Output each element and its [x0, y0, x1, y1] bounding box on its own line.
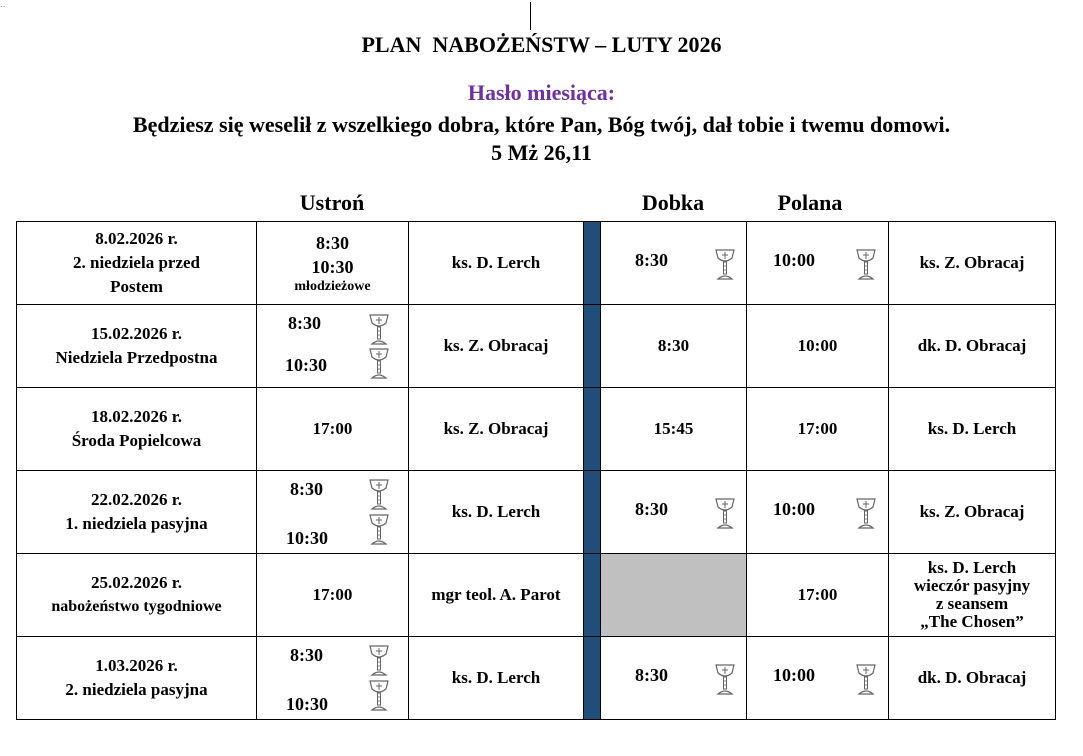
ustron-pastor: ks. D. Lerch: [409, 637, 584, 720]
dobka-time: 8:30: [635, 499, 668, 519]
ustron-pastor: mgr teol. A. Parot: [409, 554, 584, 637]
dobka-cell: [601, 471, 747, 554]
polana-note: wieczór pasyjny: [913, 576, 1031, 595]
column-separator: [584, 554, 601, 637]
polana-pastor: dk. D. Obracaj: [889, 637, 1056, 720]
ustron-time: 8:30: [316, 233, 349, 253]
date-cell: [17, 388, 257, 471]
polana-pastor: ks. Z. Obracaj: [889, 471, 1056, 554]
service-name: 1. niedziela pasyjna: [65, 514, 208, 533]
polana-cell: [747, 637, 889, 720]
motto-text: Będziesz się weselił z wszelkiego dobra, które Pan, Bóg twój, dał tobie i twemu domowi.: [132, 112, 951, 137]
chalice-icon: [368, 346, 390, 380]
ustron-pastor: ks. D. Lerch: [409, 471, 584, 554]
polana-note: z seansem: [935, 594, 1009, 613]
polana-cell: [747, 222, 889, 305]
date-cell: [17, 471, 257, 554]
dobka-time: 8:30: [601, 305, 747, 388]
chalice-icon: [855, 247, 877, 281]
column-header-dobka: Dobka: [641, 190, 705, 215]
chalice-icon: [714, 496, 736, 530]
service-date: 18.02.2026 r.: [91, 407, 182, 426]
ustron-pastor: ks. Z. Obracaj: [409, 388, 584, 471]
polana-pastor: dk. D. Obracaj: [889, 305, 1056, 388]
column-separator: [584, 471, 601, 554]
dobka-time: 8:30: [635, 250, 668, 270]
polana-note: „The Chosen”: [920, 612, 1024, 631]
chalice-icon: [855, 662, 877, 696]
dobka-time: 8:30: [635, 665, 668, 685]
column-header-ustron: Ustroń: [299, 190, 365, 215]
chalice-icon: [368, 512, 390, 546]
polana-time: 10:00: [773, 499, 815, 519]
ustron-times-cell: [257, 637, 409, 720]
polana-time: 10:00: [773, 250, 815, 270]
table-row: [17, 637, 1056, 720]
ustron-time: 8:30: [290, 645, 323, 665]
ustron-pastor: ks. Z. Obracaj: [409, 305, 584, 388]
chalice-icon: [368, 312, 390, 346]
chalice-icon: [368, 477, 390, 511]
ustron-time: 17:00: [257, 554, 409, 637]
column-separator: [584, 388, 601, 471]
polana-pastor: ks. D. Lerch: [889, 388, 1056, 471]
ustron-time: 8:30: [290, 479, 323, 499]
chalice-icon: [368, 678, 390, 712]
service-date: 25.02.2026 r.: [91, 573, 182, 592]
ustron-time: 10:30: [285, 355, 327, 375]
ustron-time: 10:30: [286, 694, 328, 714]
service-name: 2. niedziela pasyjna: [65, 680, 208, 699]
polana-pastor-cell: [889, 554, 1056, 637]
polana-time: 17:00: [747, 388, 889, 471]
motto-label: Hasło miesiąca:: [467, 80, 616, 105]
service-name: 2. niedziela przed: [72, 253, 200, 272]
chalice-icon: [714, 662, 736, 696]
polana-cell: [747, 471, 889, 554]
motto-reference: 5 Mż 26,11: [491, 140, 592, 165]
ustron-times-cell: [257, 305, 409, 388]
cursor-line: [530, 2, 531, 30]
corner-mark: ‥: [0, 0, 6, 9]
polana-time: 10:00: [747, 305, 889, 388]
dobka-no-service-cell: [601, 554, 747, 637]
service-date: 1.03.2026 r.: [95, 656, 178, 675]
table-row: [17, 554, 1056, 637]
date-cell: [17, 637, 257, 720]
table-row: [17, 222, 1056, 305]
ustron-time: 17:00: [257, 388, 409, 471]
dobka-cell: [601, 637, 747, 720]
chalice-icon: [855, 496, 877, 530]
date-cell: [17, 554, 257, 637]
polana-time: 17:00: [747, 554, 889, 637]
dobka-cell: [601, 222, 747, 305]
ustron-pastor: ks. D. Lerch: [409, 222, 584, 305]
service-name: Środa Popielcowa: [71, 431, 202, 450]
service-date: 15.02.2026 r.: [91, 324, 182, 343]
column-header-polana: Polana: [777, 190, 843, 215]
table-row: [17, 305, 1056, 388]
chalice-icon: [368, 643, 390, 677]
table-row: [17, 471, 1056, 554]
table-row: [17, 388, 1056, 471]
polana-pastor: ks. Z. Obracaj: [889, 222, 1056, 305]
service-name: nabożeństwo tygodniowe: [51, 598, 222, 615]
service-date: 22.02.2026 r.: [91, 490, 182, 509]
column-separator: [584, 305, 601, 388]
ustron-time: 10:30: [311, 257, 354, 277]
date-cell: [17, 222, 257, 305]
column-separator: [584, 637, 601, 720]
dobka-time: 15:45: [601, 388, 747, 471]
polana-pastor: ks. D. Lerch: [927, 558, 1017, 577]
schedule-table: [16, 221, 1056, 720]
polana-time: 10:00: [773, 665, 815, 685]
service-date: 8.02.2026 r.: [95, 229, 178, 248]
service-name: Niedziela Przedpostna: [55, 348, 218, 367]
column-separator: [584, 222, 601, 305]
ustron-time: 8:30: [288, 313, 321, 333]
ustron-times-cell: [257, 222, 409, 305]
ustron-note: młodzieżowe: [294, 279, 371, 294]
chalice-icon: [714, 247, 736, 281]
page-title: PLAN NABOŻEŃSTW – LUTY 2026: [361, 32, 722, 57]
ustron-time: 10:30: [286, 528, 328, 548]
ustron-times-cell: [257, 471, 409, 554]
service-name: Postem: [110, 277, 163, 296]
date-cell: [17, 305, 257, 388]
